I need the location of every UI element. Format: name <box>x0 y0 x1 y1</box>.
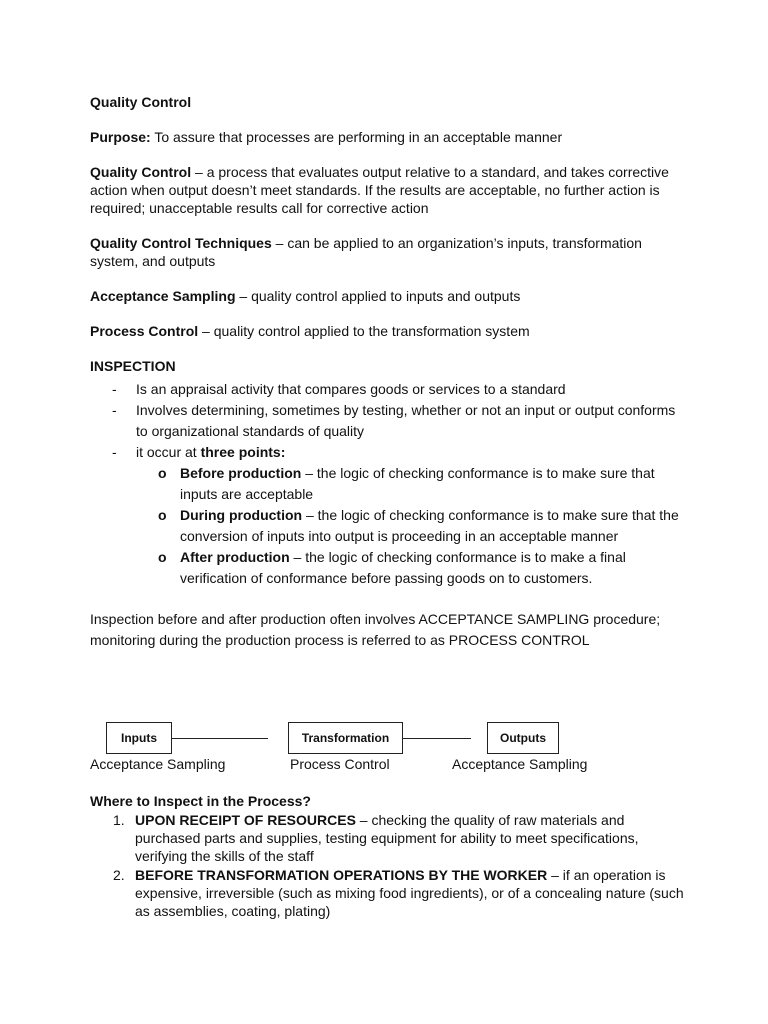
list-item <box>113 811 690 865</box>
connector-line <box>172 738 268 739</box>
connector-line <box>403 738 471 739</box>
bullet-icon: o <box>158 465 167 481</box>
item-text: – if an operation is expensive, irreversible (such as mixing food ingredients), or of a concealing nature (such as assemblies, coating, plating) <box>135 867 684 919</box>
list-item <box>136 442 690 589</box>
point-term: Before production <box>180 465 302 481</box>
acceptance-paragraph <box>90 287 690 305</box>
purpose-paragraph <box>90 128 690 146</box>
point-term: After production <box>180 549 290 565</box>
list-item <box>158 547 690 589</box>
inspection-heading: INSPECTION <box>90 358 176 374</box>
item-number: 2. <box>113 867 125 883</box>
item-term: BEFORE TRANSFORMATION OPERATIONS BY THE WORKER <box>135 867 548 883</box>
inputs-label: Acceptance Sampling <box>90 756 226 772</box>
where-heading: Where to Inspect in the Process? <box>90 793 311 809</box>
page-title: Quality Control <box>90 94 192 110</box>
outputs-label: Acceptance Sampling <box>452 756 588 772</box>
point-term: During production <box>180 507 303 523</box>
item-term: UPON RECEIPT OF RESOURCES <box>135 812 356 828</box>
document-body <box>90 93 690 651</box>
techniques-text: – can be applied to an organization’s inputs, transformation system, and outputs <box>90 235 642 269</box>
points-list <box>136 463 690 589</box>
list-item: - Is an appraisal activity that compares goods or services to a standard <box>136 379 690 400</box>
point-text: – the logic of checking conformance is to make sure that inputs are acceptable <box>180 465 655 502</box>
where-list <box>90 811 690 920</box>
list-item <box>113 866 690 920</box>
point-text: – the logic of checking conformance is to make sure that the conversion of inputs into output is proceeding in an acceptable manner <box>180 507 679 544</box>
definition-term: Quality Control <box>90 164 192 180</box>
points-prefix: it occur at <box>136 444 201 460</box>
definition-text: – a process that evaluates output relative to a standard, and takes corrective action when output doesn’t meet standards. If the results are acceptable, no further action is required; unacceptable results call for corrective action <box>90 164 669 216</box>
where-section <box>90 792 690 920</box>
process-term: Process Control <box>90 323 199 339</box>
purpose-text: To assure that processes are performing in an acceptable manner <box>150 129 563 145</box>
item-number: 1. <box>113 812 125 828</box>
bullet-icon: o <box>158 549 167 565</box>
points-bold: three points: <box>200 444 286 460</box>
definition-paragraph <box>90 163 690 217</box>
flow-diagram <box>90 722 690 778</box>
transformation-box: Transformation <box>288 722 403 754</box>
process-text: – quality control applied to the transformation system <box>198 323 530 339</box>
inputs-box: Inputs <box>106 722 172 754</box>
acceptance-text: – quality control applied to inputs and outputs <box>235 288 521 304</box>
list-item <box>158 463 690 505</box>
item-text: – checking the quality of raw materials and purchased parts and supplies, testing equipment for ability to meet specifications, verifying the skills of the staff <box>135 812 639 864</box>
list-item <box>158 505 690 547</box>
bullet-icon: o <box>158 507 167 523</box>
list-item: - Involves determining, sometimes by testing, whether or not an input or output conforms to organizational standards of quality <box>136 400 690 442</box>
outputs-box: Outputs <box>487 722 559 754</box>
techniques-term: Quality Control Techniques <box>90 235 272 251</box>
acceptance-term: Acceptance Sampling <box>90 288 236 304</box>
inspection-list <box>90 379 690 589</box>
techniques-paragraph <box>90 234 690 270</box>
point-text: – the logic of checking conformance is to make a final verification of conformance before passing goods on to customers. <box>180 549 626 586</box>
summary-paragraph: Inspection before and after production often involves ACCEPTANCE SAMPLING procedure; monitoring during the production process is referred to as PROCESS CONTROL <box>90 611 661 648</box>
purpose-label: Purpose: <box>90 129 151 145</box>
process-paragraph <box>90 322 690 340</box>
transformation-label: Process Control <box>290 756 390 772</box>
